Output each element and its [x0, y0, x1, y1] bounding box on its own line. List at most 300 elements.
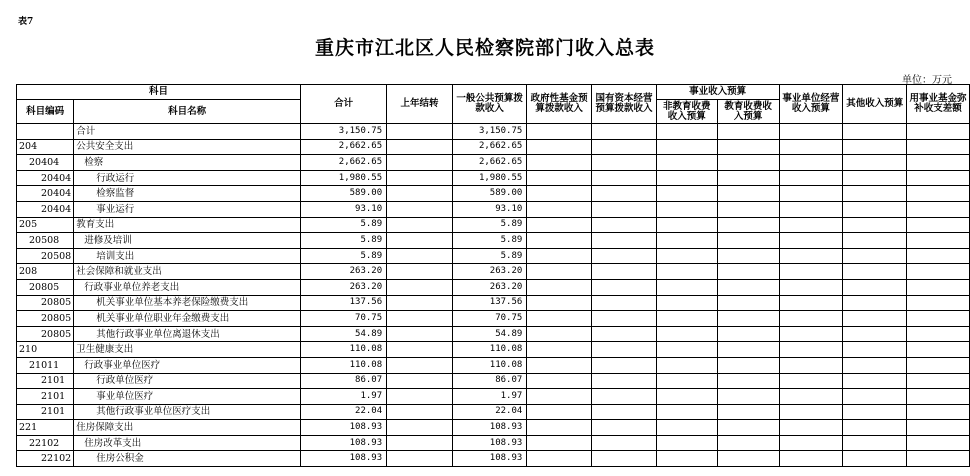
cell-other: [843, 248, 907, 264]
cell-non-edu: [656, 435, 717, 451]
cell-edu: [717, 186, 779, 202]
cell-reserve: [907, 389, 970, 405]
cell-other: [843, 264, 907, 280]
cell-state-capital: [592, 326, 657, 342]
table-row: [17, 248, 970, 264]
cell-general: 54.89: [452, 326, 526, 342]
table-row: [17, 420, 970, 436]
cell-total: 22.04: [301, 404, 387, 420]
cell-total: 108.93: [301, 420, 387, 436]
cell-other: [843, 357, 907, 373]
header-subject: 科目: [17, 85, 301, 100]
cell-code: 20404: [17, 170, 74, 186]
cell-state-capital: [592, 420, 657, 436]
table-row: [17, 279, 970, 295]
cell-state-capital: [592, 217, 657, 233]
cell-reserve: [907, 139, 970, 155]
cell-reserve: [907, 326, 970, 342]
cell-name: 住房改革支出: [74, 435, 301, 451]
cell-business-op: [779, 201, 843, 217]
cell-state-capital: [592, 186, 657, 202]
cell-business-op: [779, 139, 843, 155]
cell-carryover: [387, 217, 453, 233]
cell-general: 86.07: [452, 373, 526, 389]
cell-total: 110.08: [301, 342, 387, 358]
cell-business-op: [779, 264, 843, 280]
cell-fund: [527, 124, 592, 140]
table-body: [17, 124, 970, 467]
cell-general: 1.97: [452, 389, 526, 405]
cell-general: 110.08: [452, 342, 526, 358]
cell-total: 263.20: [301, 279, 387, 295]
cell-code: 20805: [17, 279, 74, 295]
cell-non-edu: [656, 139, 717, 155]
cell-other: [843, 389, 907, 405]
cell-business-op: [779, 217, 843, 233]
cell-general: 3,150.75: [452, 124, 526, 140]
cell-total: 5.89: [301, 248, 387, 264]
cell-non-edu: [656, 311, 717, 327]
cell-edu: [717, 326, 779, 342]
cell-general: 22.04: [452, 404, 526, 420]
cell-edu: [717, 295, 779, 311]
cell-other: [843, 201, 907, 217]
cell-fund: [527, 201, 592, 217]
cell-other: [843, 342, 907, 358]
cell-other: [843, 420, 907, 436]
cell-reserve: [907, 435, 970, 451]
cell-fund: [527, 435, 592, 451]
cell-state-capital: [592, 124, 657, 140]
cell-non-edu: [656, 186, 717, 202]
unit-label: 单位：万元: [902, 75, 952, 86]
cell-fund: [527, 264, 592, 280]
cell-edu: [717, 435, 779, 451]
cell-general: 137.56: [452, 295, 526, 311]
cell-total: 108.93: [301, 435, 387, 451]
cell-reserve: [907, 201, 970, 217]
cell-fund: [527, 373, 592, 389]
cell-general: 108.93: [452, 420, 526, 436]
cell-carryover: [387, 357, 453, 373]
cell-state-capital: [592, 357, 657, 373]
cell-general: 263.20: [452, 279, 526, 295]
cell-name: 行政事业单位养老支出: [74, 279, 301, 295]
cell-edu: [717, 357, 779, 373]
cell-edu: [717, 233, 779, 249]
header-non-edu: 非教育收费收入预算: [656, 100, 717, 124]
cell-edu: [717, 279, 779, 295]
cell-name: 教育支出: [74, 217, 301, 233]
cell-other: [843, 170, 907, 186]
cell-other: [843, 404, 907, 420]
table-row: [17, 170, 970, 186]
table-row: [17, 217, 970, 233]
cell-business-op: [779, 389, 843, 405]
cell-state-capital: [592, 311, 657, 327]
cell-business-op: [779, 311, 843, 327]
table-row: [17, 357, 970, 373]
cell-name: 合计: [74, 124, 301, 140]
cell-fund: [527, 279, 592, 295]
header-fund: 政府性基金预算拨款收入: [527, 85, 592, 124]
cell-reserve: [907, 311, 970, 327]
cell-carryover: [387, 342, 453, 358]
cell-other: [843, 326, 907, 342]
cell-business-op: [779, 186, 843, 202]
cell-name: 行政单位医疗: [74, 373, 301, 389]
cell-code: 20404: [17, 201, 74, 217]
table-row: [17, 264, 970, 280]
cell-name: 行政运行: [74, 170, 301, 186]
cell-business-op: [779, 326, 843, 342]
cell-code: 20805: [17, 326, 74, 342]
cell-non-edu: [656, 279, 717, 295]
cell-fund: [527, 420, 592, 436]
cell-state-capital: [592, 139, 657, 155]
table-row: [17, 342, 970, 358]
cell-other: [843, 451, 907, 467]
cell-code: 221: [17, 420, 74, 436]
cell-carryover: [387, 279, 453, 295]
cell-fund: [527, 357, 592, 373]
cell-state-capital: [592, 155, 657, 171]
cell-carryover: [387, 139, 453, 155]
table-number: 表7: [18, 17, 34, 27]
cell-business-op: [779, 279, 843, 295]
cell-business-op: [779, 233, 843, 249]
cell-reserve: [907, 170, 970, 186]
cell-non-edu: [656, 170, 717, 186]
header-business: 事业收入预算: [656, 85, 779, 100]
cell-name: 卫生健康支出: [74, 342, 301, 358]
cell-non-edu: [656, 155, 717, 171]
cell-business-op: [779, 451, 843, 467]
cell-other: [843, 217, 907, 233]
cell-fund: [527, 186, 592, 202]
cell-total: 5.89: [301, 217, 387, 233]
cell-general: 5.89: [452, 233, 526, 249]
cell-reserve: [907, 186, 970, 202]
cell-other: [843, 435, 907, 451]
table-row: [17, 295, 970, 311]
cell-state-capital: [592, 248, 657, 264]
cell-total: 110.08: [301, 357, 387, 373]
cell-non-edu: [656, 233, 717, 249]
cell-code: 20404: [17, 186, 74, 202]
cell-carryover: [387, 170, 453, 186]
cell-carryover: [387, 155, 453, 171]
cell-reserve: [907, 155, 970, 171]
cell-business-op: [779, 248, 843, 264]
cell-other: [843, 233, 907, 249]
cell-reserve: [907, 233, 970, 249]
cell-code: 2101: [17, 373, 74, 389]
cell-general: 5.89: [452, 248, 526, 264]
cell-non-edu: [656, 326, 717, 342]
cell-fund: [527, 233, 592, 249]
cell-name: 其他行政事业单位医疗支出: [74, 404, 301, 420]
cell-state-capital: [592, 295, 657, 311]
cell-code: 20404: [17, 155, 74, 171]
cell-total: 3,150.75: [301, 124, 387, 140]
cell-name: 检察监督: [74, 186, 301, 202]
cell-fund: [527, 170, 592, 186]
table-row: [17, 124, 970, 140]
header-business-op: 事业单位经营收入预算: [779, 85, 843, 124]
page-title: 重庆市江北区人民检察院部门收入总表: [314, 37, 655, 59]
header-edu: 教育收费收入预算: [717, 100, 779, 124]
table-row: [17, 155, 970, 171]
table-row: [17, 451, 970, 467]
cell-name: 培训支出: [74, 248, 301, 264]
cell-business-op: [779, 155, 843, 171]
header-name: 科目名称: [74, 100, 301, 124]
cell-code: 20508: [17, 248, 74, 264]
cell-state-capital: [592, 279, 657, 295]
cell-other: [843, 155, 907, 171]
cell-fund: [527, 311, 592, 327]
cell-general: 2,662.65: [452, 155, 526, 171]
cell-fund: [527, 295, 592, 311]
table-row: [17, 389, 970, 405]
cell-non-edu: [656, 357, 717, 373]
cell-general: 108.93: [452, 451, 526, 467]
cell-fund: [527, 404, 592, 420]
cell-name: 检察: [74, 155, 301, 171]
cell-carryover: [387, 311, 453, 327]
cell-general: 93.10: [452, 201, 526, 217]
cell-non-edu: [656, 451, 717, 467]
header-other: 其他收入预算: [843, 85, 907, 124]
cell-edu: [717, 155, 779, 171]
cell-reserve: [907, 248, 970, 264]
cell-reserve: [907, 124, 970, 140]
table-row: [17, 435, 970, 451]
cell-name: 住房公积金: [74, 451, 301, 467]
cell-code: 210: [17, 342, 74, 358]
cell-carryover: [387, 124, 453, 140]
cell-business-op: [779, 342, 843, 358]
header-code: 科目编码: [17, 100, 74, 124]
cell-general: 1,980.55: [452, 170, 526, 186]
cell-reserve: [907, 420, 970, 436]
cell-reserve: [907, 373, 970, 389]
cell-fund: [527, 389, 592, 405]
cell-other: [843, 139, 907, 155]
cell-code: 208: [17, 264, 74, 280]
cell-carryover: [387, 404, 453, 420]
cell-carryover: [387, 264, 453, 280]
cell-non-edu: [656, 264, 717, 280]
cell-total: 1,980.55: [301, 170, 387, 186]
cell-reserve: [907, 357, 970, 373]
cell-other: [843, 124, 907, 140]
cell-carryover: [387, 295, 453, 311]
cell-general: 5.89: [452, 217, 526, 233]
cell-edu: [717, 451, 779, 467]
cell-non-edu: [656, 124, 717, 140]
cell-fund: [527, 155, 592, 171]
cell-business-op: [779, 373, 843, 389]
header-general: 一般公共预算拨款收入: [452, 85, 526, 124]
cell-name: 行政事业单位医疗: [74, 357, 301, 373]
cell-total: 93.10: [301, 201, 387, 217]
cell-carryover: [387, 201, 453, 217]
cell-non-edu: [656, 404, 717, 420]
cell-code: 2101: [17, 389, 74, 405]
cell-edu: [717, 373, 779, 389]
cell-edu: [717, 404, 779, 420]
cell-total: 589.00: [301, 186, 387, 202]
income-table: [16, 84, 970, 467]
cell-non-edu: [656, 295, 717, 311]
cell-edu: [717, 311, 779, 327]
cell-business-op: [779, 170, 843, 186]
cell-fund: [527, 139, 592, 155]
cell-total: 54.89: [301, 326, 387, 342]
cell-other: [843, 295, 907, 311]
cell-non-edu: [656, 373, 717, 389]
cell-reserve: [907, 404, 970, 420]
cell-general: 2,662.65: [452, 139, 526, 155]
cell-name: 事业单位医疗: [74, 389, 301, 405]
cell-business-op: [779, 295, 843, 311]
cell-name: 社会保障和就业支出: [74, 264, 301, 280]
cell-edu: [717, 201, 779, 217]
cell-edu: [717, 248, 779, 264]
cell-edu: [717, 139, 779, 155]
cell-non-edu: [656, 248, 717, 264]
cell-carryover: [387, 451, 453, 467]
cell-name: 住房保障支出: [74, 420, 301, 436]
cell-general: 70.75: [452, 311, 526, 327]
cell-reserve: [907, 342, 970, 358]
cell-carryover: [387, 233, 453, 249]
header-state-capital: 国有资本经营预算拨款收入: [592, 85, 657, 124]
cell-edu: [717, 389, 779, 405]
cell-name: 机关事业单位基本养老保险缴费支出: [74, 295, 301, 311]
cell-total: 137.56: [301, 295, 387, 311]
cell-reserve: [907, 264, 970, 280]
cell-code: 22102: [17, 435, 74, 451]
cell-fund: [527, 451, 592, 467]
cell-carryover: [387, 420, 453, 436]
cell-reserve: [907, 295, 970, 311]
header-total: 合计: [301, 85, 387, 124]
cell-total: 70.75: [301, 311, 387, 327]
cell-code: 20508: [17, 233, 74, 249]
cell-carryover: [387, 186, 453, 202]
cell-business-op: [779, 404, 843, 420]
cell-non-edu: [656, 389, 717, 405]
cell-state-capital: [592, 435, 657, 451]
table-row: [17, 233, 970, 249]
table-row: [17, 201, 970, 217]
cell-code: 20805: [17, 311, 74, 327]
cell-code: 20805: [17, 295, 74, 311]
cell-other: [843, 279, 907, 295]
cell-state-capital: [592, 451, 657, 467]
cell-reserve: [907, 279, 970, 295]
cell-general: 589.00: [452, 186, 526, 202]
cell-reserve: [907, 217, 970, 233]
cell-general: 263.20: [452, 264, 526, 280]
cell-fund: [527, 248, 592, 264]
cell-edu: [717, 124, 779, 140]
cell-other: [843, 186, 907, 202]
cell-fund: [527, 217, 592, 233]
cell-other: [843, 373, 907, 389]
cell-name: 进修及培训: [74, 233, 301, 249]
cell-edu: [717, 217, 779, 233]
cell-state-capital: [592, 389, 657, 405]
cell-name: 事业运行: [74, 201, 301, 217]
cell-state-capital: [592, 342, 657, 358]
cell-total: 2,662.65: [301, 139, 387, 155]
cell-code: 205: [17, 217, 74, 233]
cell-non-edu: [656, 217, 717, 233]
cell-total: 108.93: [301, 451, 387, 467]
cell-state-capital: [592, 233, 657, 249]
cell-reserve: [907, 451, 970, 467]
cell-total: 1.97: [301, 389, 387, 405]
cell-general: 108.93: [452, 435, 526, 451]
cell-general: 110.08: [452, 357, 526, 373]
cell-name: 公共安全支出: [74, 139, 301, 155]
cell-total: 5.89: [301, 233, 387, 249]
cell-edu: [717, 170, 779, 186]
cell-code: 21011: [17, 357, 74, 373]
cell-state-capital: [592, 170, 657, 186]
cell-code: [17, 124, 74, 140]
header-reserve: 用事业基金弥补收支差额: [907, 85, 970, 124]
cell-carryover: [387, 373, 453, 389]
cell-carryover: [387, 389, 453, 405]
cell-code: 22102: [17, 451, 74, 467]
cell-business-op: [779, 420, 843, 436]
cell-edu: [717, 342, 779, 358]
cell-state-capital: [592, 404, 657, 420]
table-row: [17, 139, 970, 155]
cell-carryover: [387, 248, 453, 264]
cell-state-capital: [592, 201, 657, 217]
cell-fund: [527, 342, 592, 358]
cell-other: [843, 311, 907, 327]
cell-business-op: [779, 435, 843, 451]
table-row: [17, 311, 970, 327]
cell-edu: [717, 420, 779, 436]
table-row: [17, 326, 970, 342]
cell-state-capital: [592, 373, 657, 389]
cell-business-op: [779, 124, 843, 140]
table-header: [17, 85, 970, 124]
cell-state-capital: [592, 264, 657, 280]
cell-edu: [717, 264, 779, 280]
cell-name: 其他行政事业单位离退休支出: [74, 326, 301, 342]
cell-total: 86.07: [301, 373, 387, 389]
cell-name: 机关事业单位职业年金缴费支出: [74, 311, 301, 327]
cell-non-edu: [656, 420, 717, 436]
cell-business-op: [779, 357, 843, 373]
cell-non-edu: [656, 201, 717, 217]
cell-total: 2,662.65: [301, 155, 387, 171]
header-carryover: 上年结转: [387, 85, 453, 124]
cell-total: 263.20: [301, 264, 387, 280]
cell-fund: [527, 326, 592, 342]
cell-non-edu: [656, 342, 717, 358]
cell-carryover: [387, 435, 453, 451]
